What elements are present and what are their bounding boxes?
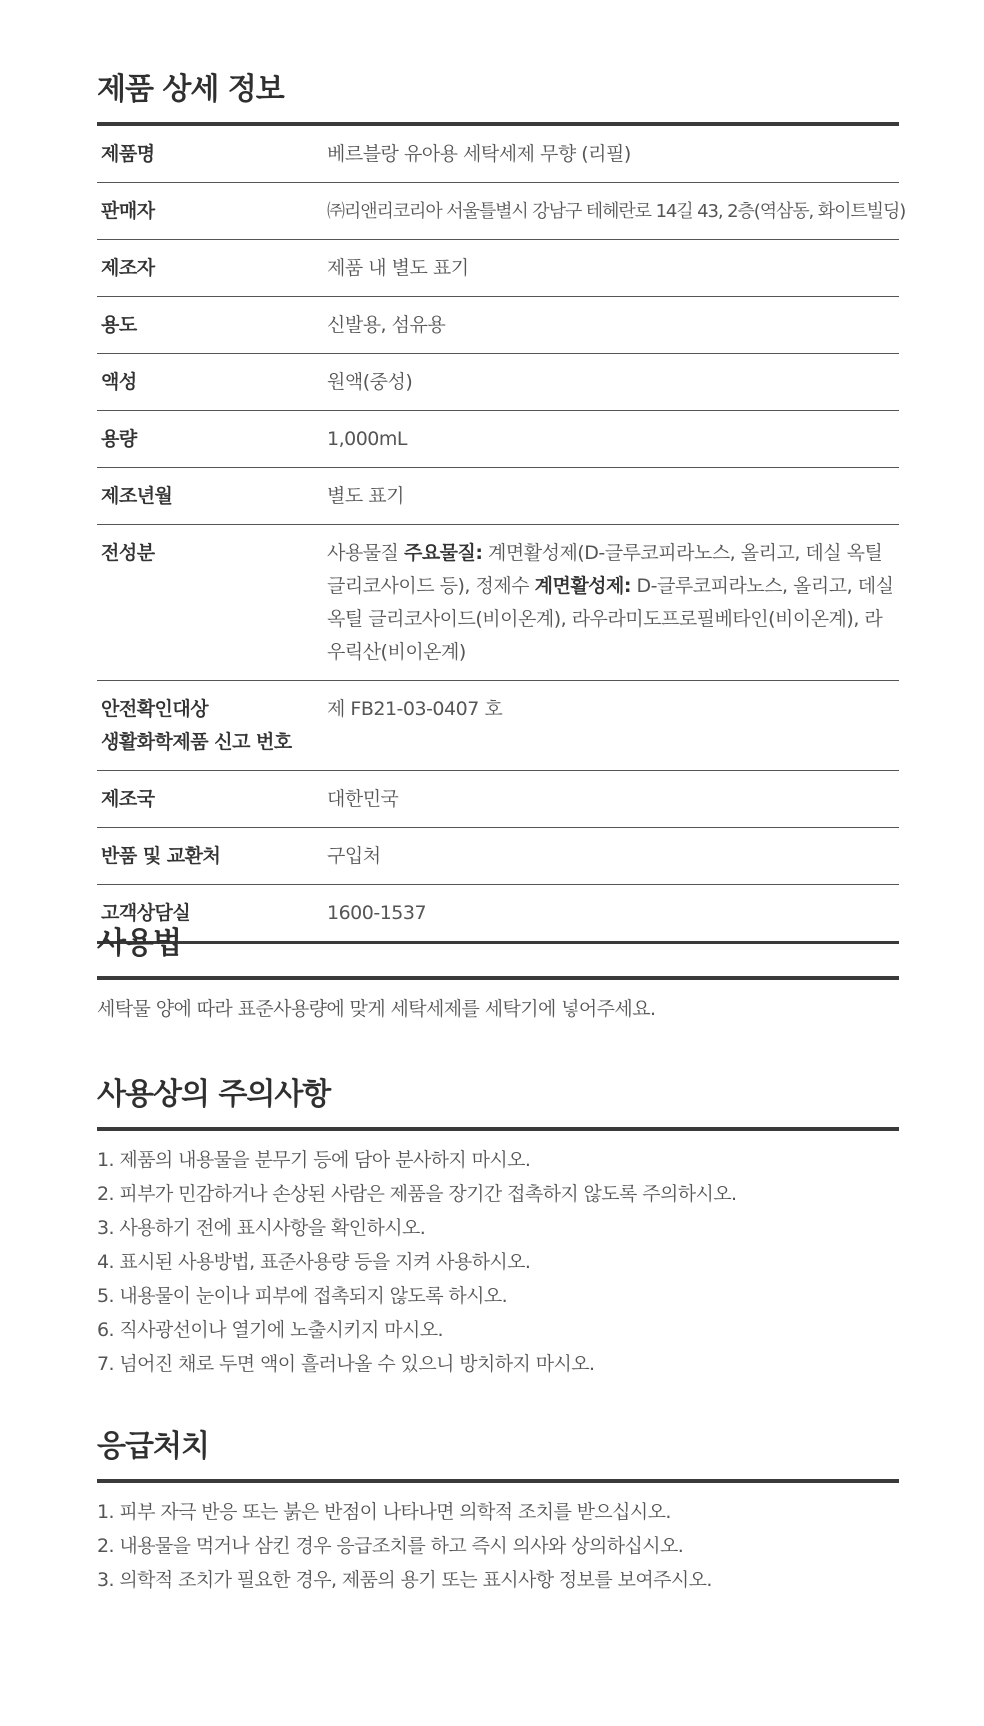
ingredients-text: D-글루코피라노스, 올리고, 데실 옥틸 글리코사이드(비이온계), 라우라미도프로필베타인(비이온계), 라우릭산(비이온계) bbox=[327, 575, 894, 663]
row-label: 용량 bbox=[97, 411, 327, 468]
cautions-rule bbox=[97, 1127, 899, 1131]
table-row bbox=[97, 297, 899, 354]
table-row bbox=[97, 681, 899, 771]
row-label-line: 생활화학제품 신고 번호 bbox=[101, 731, 292, 753]
row-value: 1,000mL bbox=[327, 411, 899, 468]
list-item: 3. 사용하기 전에 표시사항을 확인하시오. bbox=[97, 1217, 426, 1239]
first-aid-rule bbox=[97, 1479, 899, 1483]
first-aid-title: 응급처치 bbox=[97, 1429, 209, 1464]
row-value: 베르블랑 유아용 세탁세제 무향 (리필) bbox=[327, 126, 899, 183]
row-value: 제품 내 별도 표기 bbox=[327, 240, 899, 297]
usage-title: 사용법 bbox=[97, 926, 181, 961]
row-value: ㈜리앤리코리아 서울틀별시 강남구 테헤란로 14길 43, 2층(역삼동, 화이트빌딩) bbox=[327, 183, 899, 240]
table-row bbox=[97, 828, 899, 885]
row-label: 액성 bbox=[97, 354, 327, 411]
usage-section bbox=[97, 924, 899, 1026]
table-row bbox=[97, 771, 899, 828]
row-label: 제조국 bbox=[97, 771, 327, 828]
row-label-line: 안전확인대상 bbox=[101, 698, 209, 720]
table-row bbox=[97, 411, 899, 468]
table-row bbox=[97, 468, 899, 525]
product-info-section bbox=[97, 70, 906, 944]
row-label: 제조자 bbox=[97, 240, 327, 297]
row-label: 제품명 bbox=[97, 126, 327, 183]
table-row bbox=[97, 240, 899, 297]
list-item: 5. 내용물이 눈이나 피부에 접촉되지 않도록 하시오. bbox=[97, 1285, 508, 1307]
product-info-title: 제품 상세 정보 bbox=[97, 72, 284, 107]
row-value: 1600-1537 bbox=[327, 885, 899, 943]
product-info-table bbox=[97, 126, 906, 944]
list-item: 6. 직사광선이나 열기에 노출시키지 마시오. bbox=[97, 1319, 443, 1341]
row-value: 대한민국 bbox=[327, 771, 899, 828]
first-aid-list bbox=[97, 1495, 899, 1597]
row-label: 용도 bbox=[97, 297, 327, 354]
list-item: 3. 의학적 조치가 필요한 경우, 제품의 용기 또는 표시사항 정보를 보여주시오. bbox=[97, 1569, 712, 1591]
first-aid-section bbox=[97, 1427, 899, 1597]
usage-rule bbox=[97, 976, 899, 980]
row-label: 제조년월 bbox=[97, 468, 327, 525]
row-label: 판매자 bbox=[97, 183, 327, 240]
list-item: 2. 내용물을 먹거나 삼킨 경우 응급조치를 하고 즉시 의사와 상의하십시오. bbox=[97, 1535, 684, 1557]
cautions-list bbox=[97, 1143, 899, 1381]
list-item: 2. 피부가 민감하거나 손상된 사람은 제품을 장기간 접촉하지 않도록 주의하시오. bbox=[97, 1183, 737, 1205]
ingredients-text: 계면활성제(D-글루코피라노스, 올리고, 데실 옥틸 글리코사이드 등), 정제수 bbox=[327, 542, 883, 597]
ingredients-text: 사용물질 bbox=[327, 542, 404, 564]
row-label: 반품 및 교환처 bbox=[97, 828, 327, 885]
row-value: 구입처 bbox=[327, 828, 899, 885]
list-item: 1. 피부 자극 반응 또는 붉은 반점이 나타나면 의학적 조치를 받으십시오. bbox=[97, 1501, 671, 1523]
ingredients-heading: 계면활성제: bbox=[534, 575, 631, 597]
list-item: 4. 표시된 사용방법, 표준사용량 등을 지켜 사용하시오. bbox=[97, 1251, 531, 1273]
usage-text: 세탁물 양에 따라 표준사용량에 맞게 세탁세제를 세탁기에 넣어주세요. bbox=[97, 998, 656, 1020]
list-item: 1. 제품의 내용물을 분무기 등에 담아 분사하지 마시오. bbox=[97, 1149, 531, 1171]
ingredients-heading: 주요물질: bbox=[403, 542, 483, 564]
row-value: 별도 표기 bbox=[327, 468, 899, 525]
table-row bbox=[97, 183, 899, 240]
row-value: 제 FB21-03-0407 호 bbox=[327, 681, 899, 771]
list-item: 7. 넘어진 채로 두면 액이 흘러나올 수 있으니 방치하지 마시오. bbox=[97, 1353, 595, 1375]
table-row bbox=[97, 354, 899, 411]
cautions-section bbox=[97, 1075, 899, 1381]
cautions-title: 사용상의 주의사항 bbox=[97, 1077, 331, 1112]
row-label: 고객상담실 bbox=[97, 885, 327, 943]
table-row bbox=[97, 525, 899, 681]
row-value: 신발용, 섬유용 bbox=[327, 297, 899, 354]
row-value: 원액(중성) bbox=[327, 354, 899, 411]
row-label: 전성분 bbox=[97, 525, 327, 681]
table-row bbox=[97, 126, 899, 183]
row-label bbox=[97, 681, 327, 771]
ingredients-value bbox=[327, 525, 899, 681]
